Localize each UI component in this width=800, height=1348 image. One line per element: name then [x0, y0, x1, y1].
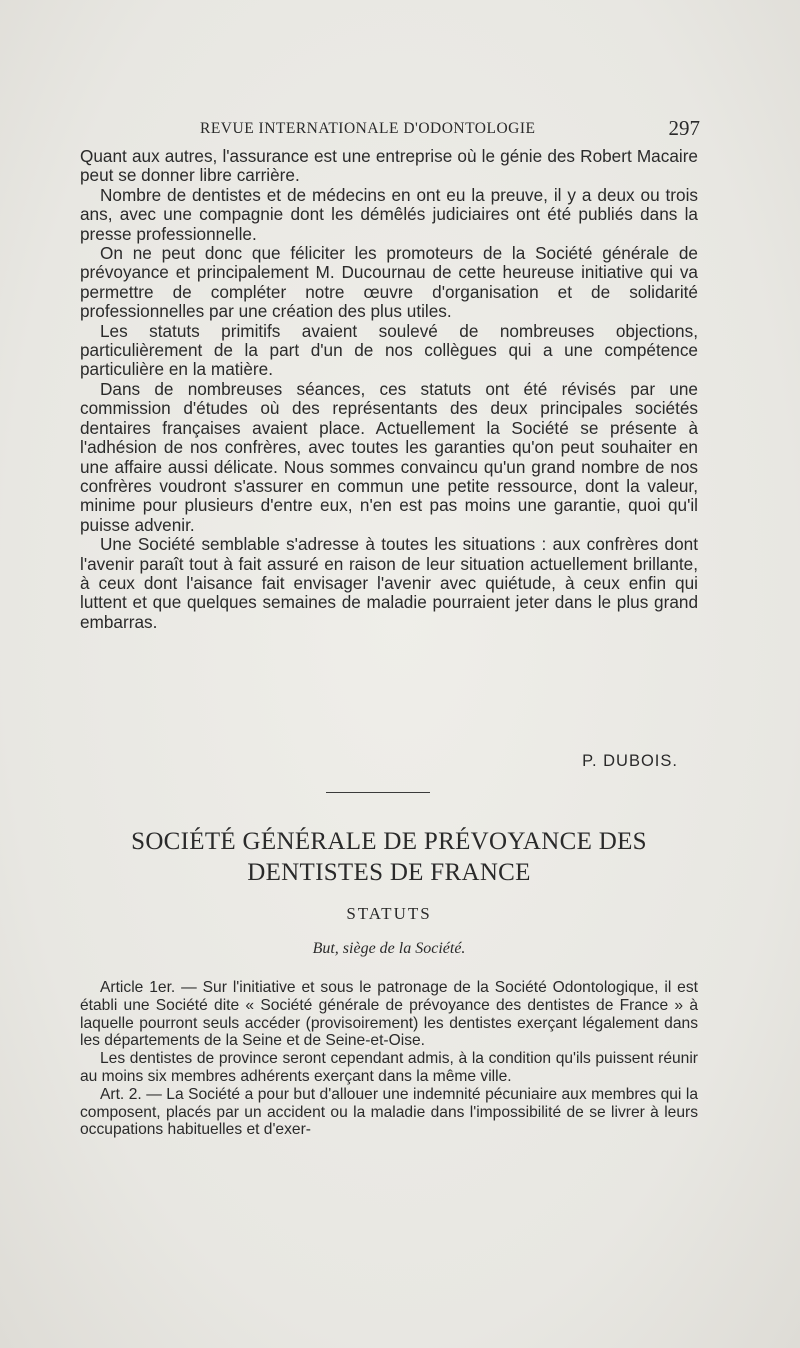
section-title: SOCIÉTÉ GÉNÉRALE DE PRÉVOYANCE DES DENTISTES DE FRANCE — [131, 828, 647, 886]
subheading: But, siège de la Société. — [312, 940, 466, 957]
article-paragraph: Art. 2. — La Société a pour but d'allouer une indemnité pécuniaire aux membres qui la composent, placés par un accident ou la maladie dans l'impossibilité de se livrer à leurs occupations habituelles et d'exer- — [80, 1085, 698, 1139]
article-body — [80, 147, 698, 632]
section-divider — [326, 792, 430, 793]
running-title: REVUE INTERNATIONALE D'ODONTOLOGIE — [200, 120, 536, 137]
statutes-articles — [80, 979, 698, 1139]
statuts-heading: STATUTS — [346, 904, 432, 923]
article-paragraph: Les dentistes de province seront cependant admis, à la condition qu'ils puissent réunir au moins six membres adhérents exerçant dans la même ville. — [80, 1050, 698, 1085]
paragraph: Les statuts primitifs avaient soulevé de nombreuses objections, particulièrement de la part d'un de nos collègues qui a une compétence particulière en la matière. — [80, 320, 698, 380]
paragraph: Quant aux autres, l'assurance est une entreprise où le génie des Robert Macaire peut se donner libre carrière. — [80, 146, 698, 186]
author-signature: P. DUBOIS. — [582, 752, 678, 770]
paragraph: On ne peut donc que féliciter les promoteurs de la Société générale de prévoyance et principalement M. Ducournau de cette heureuse initiative qui va permettre de compléter notre œuvre d'organisation et de solidarité professionnelles par une création des plus utiles. — [80, 243, 698, 322]
page-header — [80, 116, 700, 140]
page-number: 297 — [668, 116, 700, 140]
paragraph: Une Société semblable s'adresse à toutes les situations : aux confrères dont l'avenir paraît tout à fait assuré en raison de leur situation actuellement brillante, à ceux dont l'aisance fait envisager l'avenir avec quiétude, à ceux enfin qui luttent et que quelques semaines de maladie pourraient jeter dans le plus grand embarras. — [80, 534, 698, 632]
article-paragraph: Article 1er. — Sur l'initiative et sous le patronage de la Société Odontologique, il est établi une Société dite « Société générale de prévoyance des dentistes de France » à laquelle pourront seuls accéder (provisoirement) les dentistes exerçant légalement dans les départements de la Seine et de Seine-et-Oise. — [80, 979, 698, 1050]
paragraph: Nombre de dentistes et de médecins en ont eu la preuve, il y a deux ou trois ans, avec une compagnie dont les démêlés judiciaires ont été publiés dans la presse professionnelle. — [80, 184, 698, 244]
paragraph: Dans de nombreuses séances, ces statuts ont été révisés par une commission d'études où des représentants des deux principales sociétés dentaires françaises avaient place. Actuellement la Société se présente à l'adhésion de nos confrères, avec toutes les garanties qu'on peut souhaiter en une affaire aussi délicate. Nous sommes convaincu qu'un grand nombre de nos confrères voudront s'assurer en commun une petite ressource, dont la valeur, minime pour plusieurs d'entre eux, n'en est pas moins une garantie, quoi qu'il puisse advenir. — [80, 378, 698, 535]
